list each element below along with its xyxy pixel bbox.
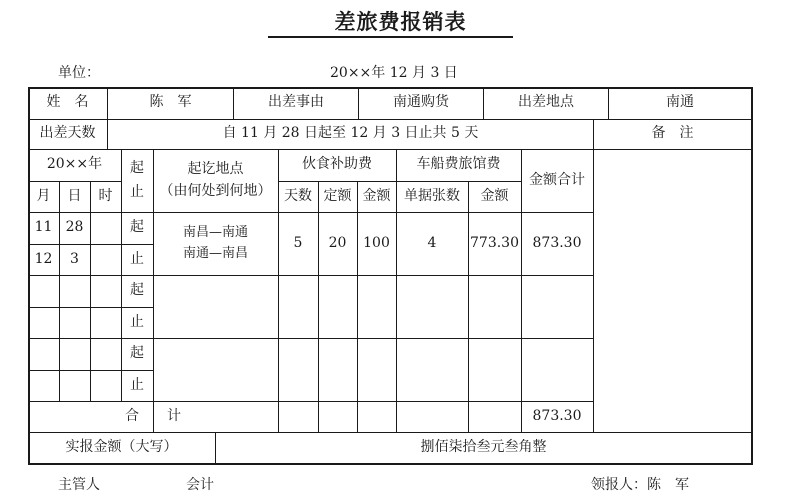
receipts-value: 4: [427, 234, 437, 251]
name-value: 陈 军: [149, 94, 192, 111]
route-header-title: 起讫地点: [187, 161, 244, 177]
row5-month: [28, 338, 59, 370]
row1-month: 11: [34, 219, 53, 236]
year-header: 20××年: [46, 156, 103, 173]
route-header: [153, 149, 278, 212]
supervisor-label: 主管人: [58, 477, 100, 493]
form-title: 差旅费报销表: [334, 10, 467, 34]
row2-month: 12: [34, 250, 53, 267]
meal-rate-header: 定额: [323, 187, 352, 204]
unit-label: 单位：: [58, 65, 100, 81]
row5-start-end: 起: [130, 345, 144, 362]
remark-label: 备 注: [651, 125, 694, 142]
meal-rate-value: 20: [328, 234, 347, 251]
capital-amount-value: 捌佰柒拾叁元叁角整: [420, 438, 547, 455]
totals-label: 合 计: [125, 407, 181, 424]
row3-day: [59, 275, 90, 307]
row6-start-end: 止: [130, 376, 144, 393]
end-header-label: 止: [130, 183, 144, 200]
receipts-header: 单据张数: [404, 187, 460, 204]
form-date: 20××年 12 月 3 日: [330, 65, 458, 81]
start-end-header: [121, 149, 153, 212]
route-header-subtitle: （由何处到何地）: [159, 182, 272, 199]
row6-month: [28, 370, 59, 401]
meal-amount-header: 金额: [362, 187, 391, 204]
route-outbound: 南昌—南通: [182, 224, 248, 240]
transport-amount-header: 金额: [480, 187, 509, 204]
reason-value: 南通购货: [393, 94, 449, 111]
row4-month: [28, 307, 59, 338]
reason-label: 出差事由: [268, 94, 324, 111]
row2-day: 3: [70, 250, 79, 267]
capital-amount-label: 实报金额（大写）: [65, 438, 178, 455]
meal-amount-value: 100: [363, 234, 390, 251]
row3-month: [28, 275, 59, 307]
hour-header: 时: [98, 187, 113, 204]
name-label: 姓 名: [46, 94, 89, 111]
transport-header: 车船费旅馆费: [416, 156, 501, 173]
start-header-label: 起: [130, 160, 144, 176]
row2-start-end: 止: [130, 250, 144, 267]
totals-amount: 873.30: [532, 407, 582, 424]
meal-allowance-header: 伙食补助费: [302, 156, 372, 173]
row1-start-end: 起: [130, 219, 144, 236]
row3-start-end: 起: [130, 282, 144, 299]
row4-hour: [90, 307, 121, 338]
row4-start-end: 止: [130, 313, 144, 330]
meal-days-header: 天数: [284, 187, 312, 204]
days-value: 自 11 月 28 日起至 12 月 3 日止共 5 天: [222, 125, 479, 142]
row3-hour: [90, 275, 121, 307]
meal-days-value: 5: [293, 234, 303, 251]
row1-hour: [90, 212, 121, 244]
place-value: 南通: [666, 94, 694, 111]
recipient-label: 领报人：陈 军: [591, 477, 689, 493]
transport-amount-value: 773.30: [470, 234, 519, 251]
row6-hour: [90, 370, 121, 401]
expense-table: [28, 87, 753, 465]
month-header: 月: [36, 187, 51, 204]
row1-day: 28: [65, 219, 84, 236]
day-header: 日: [67, 187, 82, 204]
place-label: 出差地点: [518, 94, 574, 111]
days-label: 出差天数: [39, 125, 96, 142]
row5-hour: [90, 338, 121, 370]
accountant-label: 会计: [186, 477, 214, 493]
row6-day: [59, 370, 90, 401]
row4-day: [59, 307, 90, 338]
route-cell: [153, 212, 278, 275]
title-underline: [268, 36, 513, 38]
total-amount-header: 金额合计: [529, 171, 585, 188]
row2-hour: [90, 244, 121, 275]
row5-day: [59, 338, 90, 370]
route-return: 南通—南昌: [182, 246, 248, 261]
total-amount-value: 873.30: [532, 234, 582, 251]
